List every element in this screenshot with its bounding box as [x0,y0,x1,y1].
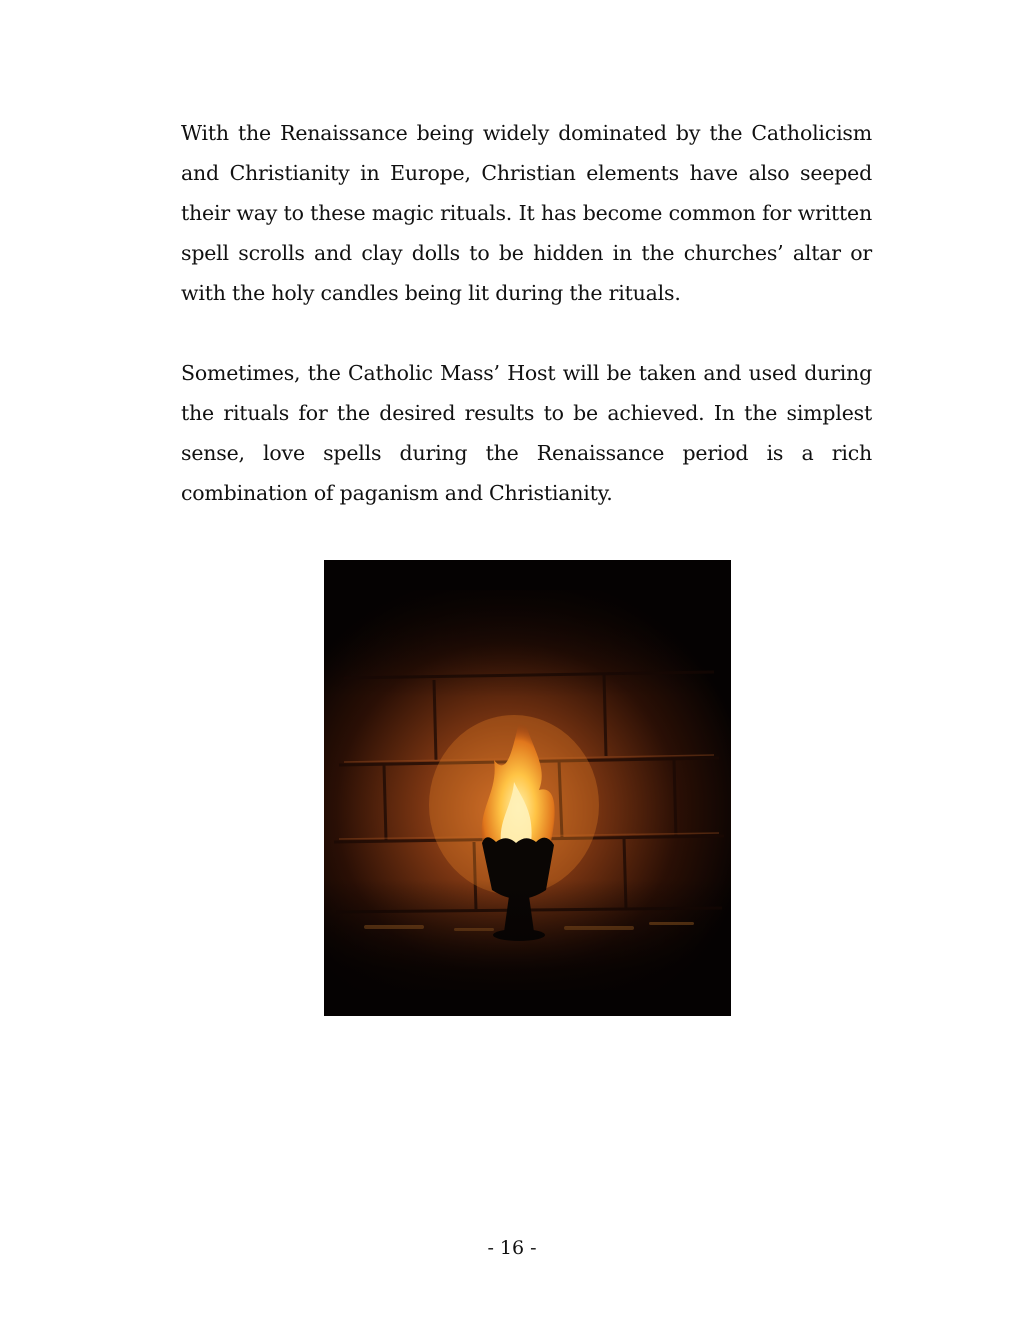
body-paragraph: Sometimes, the Catholic Mass’ Host will be taken and used during the rituals for the desired results to be achieved. In the simplest sense, love spells during the Renaissance period is a rich combination of paganism and Christianity. [181,361,872,505]
brazier-fire-image [324,560,731,1016]
page-number: - 16 - [487,1237,537,1259]
body-paragraph: With the Renaissance being widely dominated by the Catholicism and Christianity in Europe, Christian elements have also seeped their way to these magic rituals. It has become common for written spell scrolls and clay dolls to be hidden in the churches’ altar or with the holy candles being lit during the rituals. [181,121,872,305]
